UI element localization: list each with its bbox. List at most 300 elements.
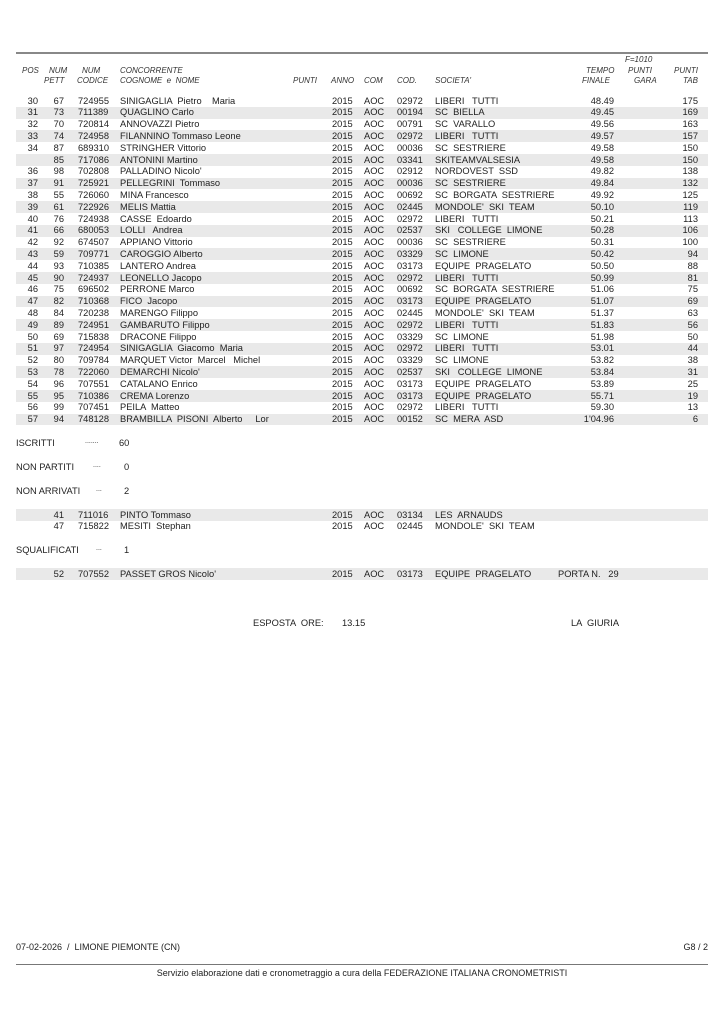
anno: 2015 bbox=[332, 119, 353, 130]
anno: 2015 bbox=[332, 260, 353, 271]
societa: EQUIPE PRAGELATO bbox=[435, 390, 532, 401]
anno: 2015 bbox=[332, 378, 353, 389]
name: FILANNINO Tommaso Leone bbox=[120, 130, 241, 141]
societa: SKITEAMVALSESIA bbox=[435, 154, 521, 165]
name: CREMA Lorenzo bbox=[120, 390, 190, 401]
anno: 2015 bbox=[332, 509, 353, 520]
cod: 00036 bbox=[397, 142, 423, 153]
squalificati-dots: ... bbox=[96, 545, 102, 552]
name: CASSE Edoardo bbox=[120, 213, 192, 224]
pett: 75 bbox=[53, 284, 64, 295]
anno: 2015 bbox=[332, 142, 353, 153]
name: ANNOVAZZI Pietro bbox=[120, 119, 200, 130]
codice: 720238 bbox=[78, 307, 110, 318]
societa: LIBERI TUTTI bbox=[435, 272, 499, 283]
tempo: 49.84 bbox=[590, 178, 614, 189]
anno: 2015 bbox=[332, 390, 353, 401]
pos: 37 bbox=[27, 178, 38, 189]
name: APPIANO Vittorio bbox=[120, 237, 193, 248]
credit-line: Servizio elaborazione dati e cronometraggio a cura della FEDERAZIONE ITALIANA CRONOMETRISTI bbox=[156, 968, 568, 978]
cod: 02445 bbox=[397, 201, 423, 212]
table-row bbox=[16, 366, 708, 378]
col-pett-2: PETT bbox=[44, 76, 65, 85]
tempo: 50.42 bbox=[590, 248, 614, 259]
pos: 54 bbox=[27, 378, 38, 389]
pett: 82 bbox=[53, 296, 64, 307]
col-punti-gara-2: GARA bbox=[634, 76, 657, 85]
pett: 85 bbox=[53, 154, 64, 165]
name: PINTO Tommaso bbox=[120, 509, 191, 520]
pos: 55 bbox=[27, 390, 38, 401]
codice: 724954 bbox=[78, 343, 110, 354]
pett: 70 bbox=[53, 119, 64, 130]
codice: 689310 bbox=[78, 142, 110, 153]
anno: 2015 bbox=[332, 248, 353, 259]
cod: 00791 bbox=[397, 119, 423, 130]
com: AOC bbox=[364, 142, 385, 153]
codice: 710386 bbox=[78, 390, 110, 401]
pos: 48 bbox=[27, 307, 38, 318]
name: PERRONE Marco bbox=[120, 284, 195, 295]
punti-tab: 69 bbox=[687, 296, 698, 307]
non-arrivati-label: NON ARRIVATI bbox=[16, 486, 81, 496]
anno: 2015 bbox=[332, 189, 353, 200]
punti-tab: 157 bbox=[682, 130, 698, 141]
punti-tab: 44 bbox=[687, 343, 698, 354]
pett: 66 bbox=[53, 225, 64, 236]
punti-tab: 125 bbox=[682, 189, 698, 200]
cod: 03341 bbox=[397, 154, 423, 165]
codice: 722060 bbox=[78, 366, 110, 377]
anno: 2015 bbox=[332, 213, 353, 224]
name: CAROGGIO Alberto bbox=[120, 248, 203, 259]
name: STRINGHER Vittorio bbox=[120, 142, 207, 153]
pett: 98 bbox=[53, 166, 64, 177]
codice: 722926 bbox=[78, 201, 110, 212]
pos: 31 bbox=[27, 107, 38, 118]
pos: 57 bbox=[27, 414, 38, 425]
anno: 2015 bbox=[332, 296, 353, 307]
table-row bbox=[16, 378, 708, 390]
name: PELLEGRINI Tommaso bbox=[120, 178, 221, 189]
cod: 03173 bbox=[397, 568, 423, 579]
societa: SC BORGATA SESTRIERE bbox=[435, 284, 555, 295]
anno: 2015 bbox=[332, 107, 353, 118]
punti-tab: 88 bbox=[687, 260, 698, 271]
table-row bbox=[16, 225, 708, 237]
codice: 748128 bbox=[78, 414, 110, 425]
punti-tab: 138 bbox=[682, 166, 698, 177]
com: AOC bbox=[364, 509, 385, 520]
com: AOC bbox=[364, 343, 385, 354]
name: CATALANO Enrico bbox=[120, 378, 198, 389]
anno: 2015 bbox=[332, 166, 353, 177]
pett: 41 bbox=[53, 509, 64, 520]
codice: 707451 bbox=[78, 402, 110, 413]
anno: 2015 bbox=[332, 154, 353, 165]
punti-tab: 25 bbox=[687, 378, 698, 389]
table-row bbox=[16, 260, 708, 272]
table-row bbox=[16, 390, 708, 402]
tempo: 49.92 bbox=[590, 189, 614, 200]
tempo: 51.83 bbox=[590, 319, 614, 330]
tempo: 51.06 bbox=[590, 284, 614, 295]
iscritti-dots: ....... bbox=[85, 438, 99, 445]
pos: 38 bbox=[27, 189, 38, 200]
table-row bbox=[16, 166, 708, 178]
cod: 03173 bbox=[397, 390, 423, 401]
footer-rule bbox=[16, 964, 708, 965]
anno: 2015 bbox=[332, 402, 353, 413]
com: AOC bbox=[364, 390, 385, 401]
societa: LIBERI TUTTI bbox=[435, 343, 499, 354]
pett: 80 bbox=[53, 355, 64, 366]
tempo: 51.37 bbox=[590, 307, 614, 318]
codice: 715838 bbox=[78, 331, 110, 342]
com: AOC bbox=[364, 319, 385, 330]
pett: 78 bbox=[53, 366, 64, 377]
societa: SC LIMONE bbox=[435, 355, 489, 366]
societa: MONDOLE' SKI TEAM bbox=[435, 307, 535, 318]
name: MARENGO Filippo bbox=[120, 307, 199, 318]
pett: 93 bbox=[53, 260, 64, 271]
name: GAMBARUTO Filippo bbox=[120, 319, 210, 330]
table-row bbox=[16, 237, 708, 249]
pos: 56 bbox=[27, 402, 38, 413]
societa: LIBERI TUTTI bbox=[435, 319, 499, 330]
pett: 47 bbox=[53, 521, 64, 532]
pett: 89 bbox=[53, 319, 64, 330]
tempo: 1'04.96 bbox=[583, 414, 614, 425]
non-partiti-value: 0 bbox=[124, 462, 130, 472]
societa: SC MERA ASD bbox=[435, 414, 504, 425]
tempo: 50.99 bbox=[590, 272, 614, 283]
codice: 724937 bbox=[78, 272, 110, 283]
pos: 33 bbox=[27, 130, 38, 141]
com: AOC bbox=[364, 119, 385, 130]
pett: 61 bbox=[53, 201, 64, 212]
codice: 680053 bbox=[78, 225, 110, 236]
com: AOC bbox=[364, 272, 385, 283]
name: MESITI Stephan bbox=[120, 521, 191, 532]
pett: 73 bbox=[53, 107, 64, 118]
table-row bbox=[16, 130, 708, 142]
cod: 00152 bbox=[397, 414, 423, 425]
com: AOC bbox=[364, 307, 385, 318]
societa: MONDOLE' SKI TEAM bbox=[435, 201, 535, 212]
tempo: 59.30 bbox=[590, 402, 614, 413]
cod: 00692 bbox=[397, 284, 423, 295]
pos: 40 bbox=[27, 213, 38, 224]
pett: 99 bbox=[53, 402, 64, 413]
societa: SC LIMONE bbox=[435, 248, 489, 259]
pos: 46 bbox=[27, 284, 38, 295]
cod: 00036 bbox=[397, 237, 423, 248]
name: MINA Francesco bbox=[120, 189, 189, 200]
table-row bbox=[16, 142, 708, 154]
com: AOC bbox=[364, 189, 385, 200]
pos: 34 bbox=[27, 142, 38, 153]
punti-tab: 106 bbox=[682, 225, 698, 236]
com: AOC bbox=[364, 568, 385, 579]
cod: 02972 bbox=[397, 319, 423, 330]
col-tempo: TEMPO bbox=[586, 66, 615, 75]
pett: 96 bbox=[53, 378, 64, 389]
table-row bbox=[16, 107, 708, 119]
punti-tab: 169 bbox=[682, 107, 698, 118]
pett: 94 bbox=[53, 414, 64, 425]
com: AOC bbox=[364, 296, 385, 307]
tempo: 50.21 bbox=[590, 213, 614, 224]
list-item bbox=[16, 568, 708, 580]
note: PORTA N. 29 bbox=[558, 568, 619, 579]
pos: 42 bbox=[27, 237, 38, 248]
anno: 2015 bbox=[332, 237, 353, 248]
punti-tab: 150 bbox=[682, 142, 698, 153]
cod: 00692 bbox=[397, 189, 423, 200]
punti-tab: 100 bbox=[682, 237, 698, 248]
name: LANTERO Andrea bbox=[120, 260, 196, 271]
table-row bbox=[16, 343, 708, 355]
codice: 696502 bbox=[78, 284, 110, 295]
tempo: 50.31 bbox=[590, 237, 614, 248]
cod: 03173 bbox=[397, 378, 423, 389]
table-row bbox=[16, 248, 708, 260]
punti-tab: 119 bbox=[683, 201, 698, 212]
com: AOC bbox=[364, 260, 385, 271]
codice: 710385 bbox=[78, 260, 110, 271]
col-nome: COGNOME e NOME bbox=[120, 76, 200, 85]
societa: NORDOVEST SSD bbox=[435, 166, 519, 177]
codice: 725921 bbox=[78, 178, 110, 189]
f-factor: F=1010 bbox=[625, 55, 653, 64]
com: AOC bbox=[364, 378, 385, 389]
iscritti-value: 60 bbox=[119, 438, 130, 448]
pett: 97 bbox=[53, 343, 64, 354]
name: DRACONE Filippo bbox=[120, 331, 197, 342]
table-row bbox=[16, 355, 708, 367]
punti-tab: 175 bbox=[682, 95, 698, 106]
pett: 87 bbox=[53, 142, 64, 153]
tempo: 55.71 bbox=[590, 390, 614, 401]
anno: 2015 bbox=[332, 343, 353, 354]
com: AOC bbox=[364, 402, 385, 413]
tempo: 50.50 bbox=[590, 260, 614, 271]
cod: 02537 bbox=[397, 225, 423, 236]
cod: 03329 bbox=[397, 248, 423, 259]
table-row bbox=[16, 119, 708, 131]
cod: 03134 bbox=[397, 509, 423, 520]
non-arrivati-value: 2 bbox=[124, 486, 130, 496]
table-row bbox=[16, 95, 708, 107]
col-societa: SOCIETA' bbox=[435, 76, 472, 85]
com: AOC bbox=[364, 355, 385, 366]
punti-tab: 56 bbox=[687, 319, 698, 330]
anno: 2015 bbox=[332, 307, 353, 318]
punti-tab: 38 bbox=[687, 355, 698, 366]
com: AOC bbox=[364, 178, 385, 189]
table-row bbox=[16, 272, 708, 284]
col-finale: FINALE bbox=[582, 76, 611, 85]
com: AOC bbox=[364, 248, 385, 259]
anno: 2015 bbox=[332, 225, 353, 236]
codice: 710368 bbox=[78, 296, 110, 307]
name: DEMARCHI Nicolo' bbox=[120, 366, 200, 377]
top-rule bbox=[16, 52, 708, 54]
anno: 2015 bbox=[332, 319, 353, 330]
societa: SKI COLLEGE LIMONE bbox=[435, 366, 543, 377]
tempo: 49.45 bbox=[590, 107, 614, 118]
pos: 32 bbox=[27, 119, 38, 130]
name: LOLLI Andrea bbox=[120, 225, 183, 236]
societa: EQUIPE PRAGELATO bbox=[435, 378, 532, 389]
anno: 2015 bbox=[332, 331, 353, 342]
anno: 2015 bbox=[332, 284, 353, 295]
anno: 2015 bbox=[332, 414, 353, 425]
com: AOC bbox=[364, 225, 385, 236]
anno: 2015 bbox=[332, 201, 353, 212]
col-anno: ANNO bbox=[331, 76, 355, 85]
cod: 02972 bbox=[397, 213, 423, 224]
codice: 715822 bbox=[78, 521, 110, 532]
name: PALLADINO Nicolo' bbox=[120, 166, 202, 177]
table-row bbox=[16, 178, 708, 190]
societa: LIBERI TUTTI bbox=[435, 213, 499, 224]
non-partiti-label: NON PARTITI bbox=[16, 462, 75, 472]
squalificati-value: 1 bbox=[124, 545, 130, 555]
codice: 720814 bbox=[78, 119, 110, 130]
anno: 2015 bbox=[332, 130, 353, 141]
name: SINIGAGLIA Giacomo Maria bbox=[120, 343, 243, 354]
cod: 02445 bbox=[397, 521, 423, 532]
tempo: 51.07 bbox=[590, 296, 614, 307]
pos: 43 bbox=[27, 248, 38, 259]
societa: SC SESTRIERE bbox=[435, 178, 506, 189]
cod: 02972 bbox=[397, 402, 423, 413]
cod: 02972 bbox=[397, 272, 423, 283]
codice: 711016 bbox=[78, 509, 109, 520]
societa: SC BORGATA SESTRIERE bbox=[435, 189, 555, 200]
pos: 50 bbox=[27, 331, 38, 342]
table-row bbox=[16, 154, 708, 166]
cod: 00036 bbox=[397, 178, 423, 189]
col-punti-tab-2: TAB bbox=[683, 76, 698, 85]
col-concorrente: CONCORRENTE bbox=[120, 66, 183, 75]
list-item bbox=[16, 509, 708, 521]
pos: 30 bbox=[27, 95, 38, 106]
societa: SC LIMONE bbox=[435, 331, 489, 342]
com: AOC bbox=[364, 201, 385, 212]
name: PASSET GROS Nicolo' bbox=[120, 568, 216, 579]
cod: 02972 bbox=[397, 95, 423, 106]
col-pett: NUM bbox=[49, 66, 68, 75]
table-row bbox=[16, 331, 708, 343]
squalificati-label: SQUALIFICATI bbox=[16, 545, 79, 555]
table-row bbox=[16, 307, 708, 319]
anno: 2015 bbox=[332, 366, 353, 377]
name: MARQUET Victor Marcel Michel bbox=[120, 355, 261, 366]
pos: 52 bbox=[27, 355, 38, 366]
col-codice: NUM bbox=[82, 66, 101, 75]
anno: 2015 bbox=[332, 178, 353, 189]
punti-tab: 19 bbox=[687, 390, 698, 401]
cod: 02972 bbox=[397, 343, 423, 354]
iscritti-label: ISCRITTI bbox=[16, 438, 55, 448]
name: LEONELLO Jacopo bbox=[120, 272, 202, 283]
pos: 49 bbox=[27, 319, 38, 330]
com: AOC bbox=[364, 331, 385, 342]
table-row bbox=[16, 189, 708, 201]
pos: 36 bbox=[27, 166, 38, 177]
date-place: 07-02-2026 / LIMONE PIEMONTE (CN) bbox=[16, 942, 181, 952]
non-arrivati-dots: ... bbox=[96, 486, 102, 493]
list-item bbox=[16, 521, 708, 533]
punti-tab: 113 bbox=[683, 213, 698, 224]
col-codice-2: CODICE bbox=[77, 76, 109, 85]
col-cod: COD. bbox=[397, 76, 417, 85]
societa: SC SESTRIERE bbox=[435, 237, 506, 248]
tempo: 53.89 bbox=[590, 378, 614, 389]
tempo: 50.28 bbox=[590, 225, 614, 236]
esposta-label: ESPOSTA ORE: bbox=[253, 618, 324, 628]
tempo: 49.56 bbox=[590, 119, 614, 130]
codice: 709771 bbox=[78, 248, 110, 259]
tempo: 49.57 bbox=[590, 130, 614, 141]
com: AOC bbox=[364, 414, 385, 425]
cod: 03329 bbox=[397, 331, 423, 342]
tempo: 49.58 bbox=[590, 142, 614, 153]
tempo: 53.84 bbox=[590, 366, 614, 377]
com: AOC bbox=[364, 95, 385, 106]
pos: 51 bbox=[27, 343, 38, 354]
tempo: 51.98 bbox=[590, 331, 614, 342]
pett: 59 bbox=[53, 248, 64, 259]
pos: 41 bbox=[27, 225, 38, 236]
societa: SKI COLLEGE LIMONE bbox=[435, 225, 543, 236]
anno: 2015 bbox=[332, 355, 353, 366]
name: PEILA Matteo bbox=[120, 402, 180, 413]
punti-tab: 81 bbox=[687, 272, 698, 283]
col-punti: PUNTI bbox=[293, 76, 317, 85]
pett: 74 bbox=[53, 130, 64, 141]
codice: 702808 bbox=[78, 166, 110, 177]
cod: 03173 bbox=[397, 260, 423, 271]
pett: 67 bbox=[53, 95, 64, 106]
tempo: 48.49 bbox=[590, 95, 614, 106]
table-row bbox=[16, 201, 708, 213]
tempo: 53.01 bbox=[590, 343, 614, 354]
non-partiti-dots: .... bbox=[93, 462, 101, 469]
com: AOC bbox=[364, 521, 385, 532]
codice: 726060 bbox=[78, 189, 110, 200]
pett: 69 bbox=[53, 331, 64, 342]
com: AOC bbox=[364, 130, 385, 141]
table-row bbox=[16, 213, 708, 225]
cod: 03173 bbox=[397, 296, 423, 307]
pett: 55 bbox=[53, 189, 64, 200]
anno: 2015 bbox=[332, 568, 353, 579]
societa: LIBERI TUTTI bbox=[435, 95, 499, 106]
com: AOC bbox=[364, 213, 385, 224]
codice: 709784 bbox=[78, 355, 110, 366]
punti-tab: 63 bbox=[687, 307, 698, 318]
name: SINIGAGLIA Pietro Maria bbox=[120, 95, 236, 106]
societa: LIBERI TUTTI bbox=[435, 402, 499, 413]
name: QUAGLINO Carlo bbox=[120, 107, 194, 118]
com: AOC bbox=[364, 107, 385, 118]
societa: MONDOLE' SKI TEAM bbox=[435, 521, 535, 532]
name: BRAMBILLA PISONI Alberto Lor bbox=[120, 414, 269, 425]
